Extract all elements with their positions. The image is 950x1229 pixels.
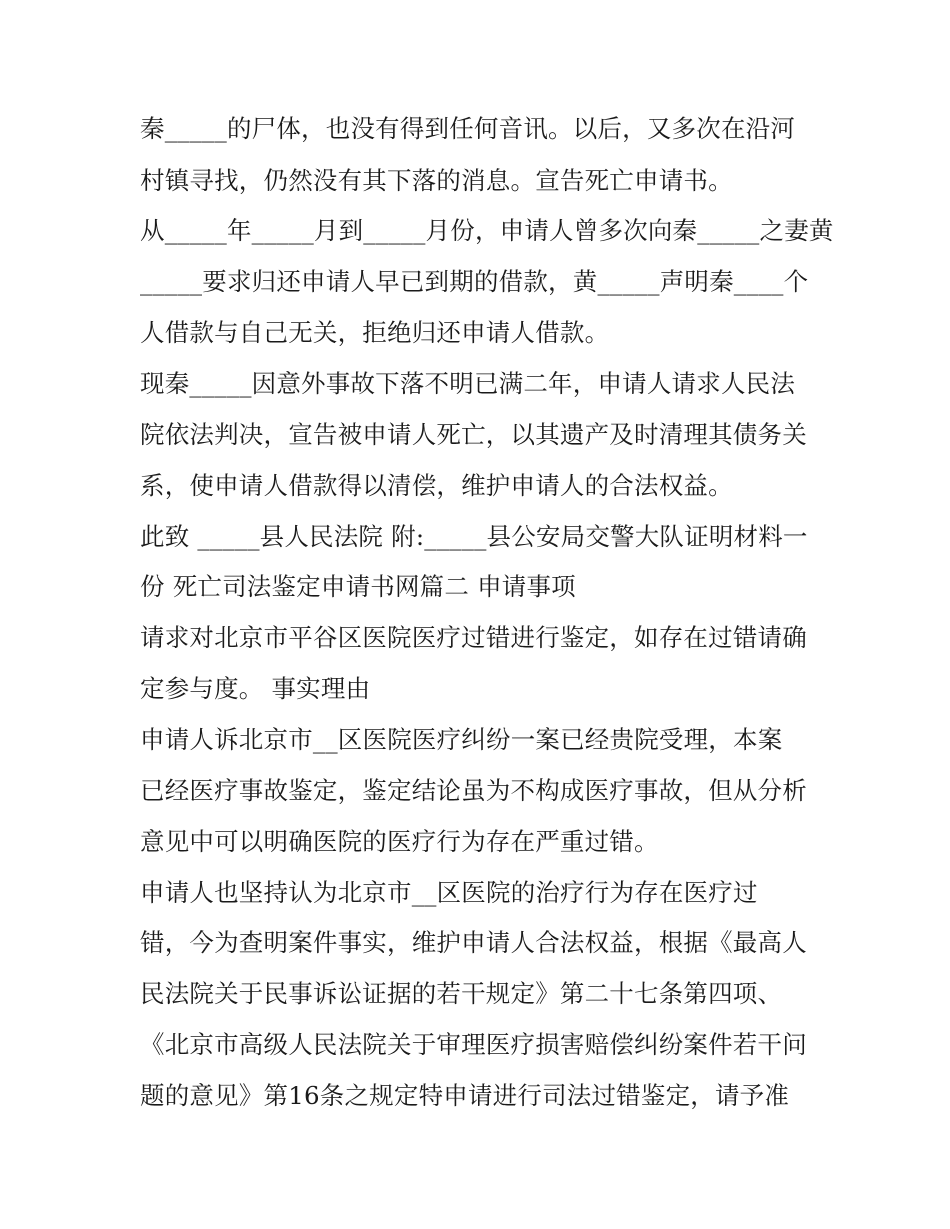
- text-line: 秦_____的尸体，也没有得到任何音讯。以后，又多次在沿河: [140, 114, 796, 143]
- text-line: 定参与度。 事实理由: [140, 674, 371, 703]
- text-line: 民法院关于民事诉讼证据的若干规定》第二十七条第四项、: [140, 979, 783, 1008]
- text-line: 错，今为查明案件事实，维护申请人合法权益，根据《最高人: [140, 928, 807, 957]
- text-line: 村镇寻找，仍然没有其下落的消息。宣告死亡申请书。: [140, 166, 733, 195]
- text-line: 从_____年_____月到_____月份，申请人曾多次向秦_____之妻黄: [140, 216, 834, 245]
- text-line: 题的意见》第16条之规定特申请进行司法过错鉴定，请予准: [140, 1081, 790, 1110]
- text-line: 现秦_____因意外事故下落不明已满二年，申请人请求人民法: [140, 369, 796, 398]
- text-line: 请求对北京市平谷区医院医疗过错进行鉴定，如存在过错请确: [140, 623, 807, 652]
- text-line: 已经医疗事故鉴定，鉴定结论虽为不构成医疗事故，但从分析: [140, 776, 807, 805]
- text-line: 此致 _____县人民法院 附:_____县公安局交警大队证明材料一: [140, 522, 808, 551]
- text-line: 申请人也坚持认为北京市__区医院的治疗行为存在医疗过: [140, 878, 758, 907]
- text-line: 申请人诉北京市__区医院医疗纠纷一案已经贵院受理，本案: [140, 725, 783, 754]
- text-line: 意见中可以明确医院的医疗行为存在严重过错。: [140, 827, 659, 856]
- text-line: 份 死亡司法鉴定申请书网篇二 申请事项: [140, 572, 576, 601]
- text-line: _____要求归还申请人早已到期的借款，黄_____声明秦____个: [140, 267, 809, 296]
- text-line: 人借款与自己无关，拒绝归还申请人借款。: [140, 318, 610, 347]
- text-line: 《北京市高级人民法院关于审理医疗损害赔偿纠纷案件若干问: [140, 1030, 807, 1059]
- text-line: 院依法判决，宣告被申请人死亡，以其遗产及时清理其债务关: [140, 420, 807, 449]
- text-line: 系，使申请人借款得以清偿，维护申请人的合法权益。: [140, 471, 733, 500]
